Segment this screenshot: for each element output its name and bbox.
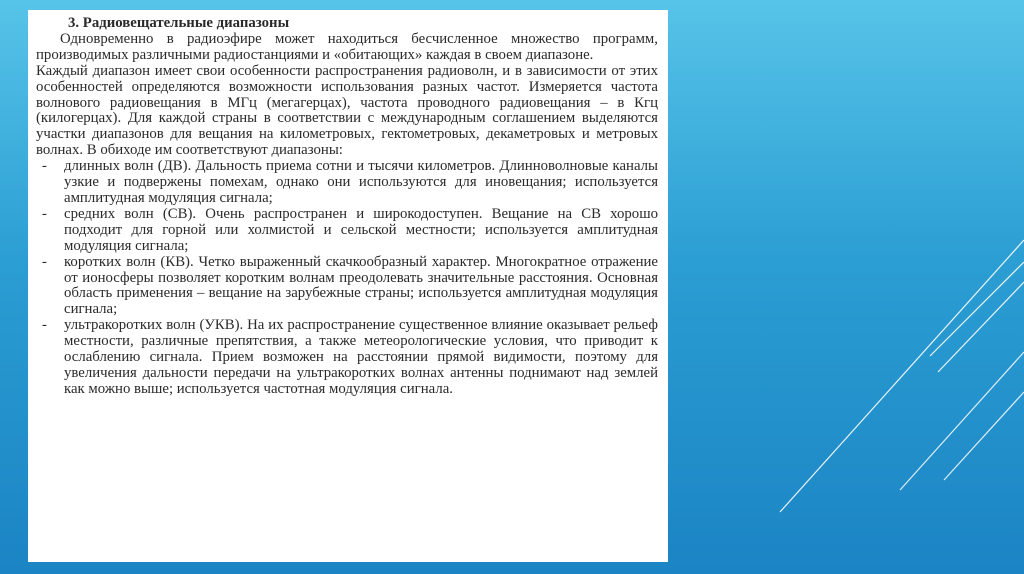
list-marker: - <box>42 317 47 334</box>
list-item-text: средних волн (СВ). Очень распространен и широкодоступен. Вещание на СВ хорошо подходит для горной или холмистой и сельской местности; используется амплитудная модуляция сигнала; <box>64 205 658 254</box>
list-marker: - <box>42 253 47 270</box>
list-item <box>36 207 658 255</box>
section-heading: 3. Радиовещательные диапазоны <box>68 15 290 31</box>
paragraph-intro: Одновременно в радиоэфире может находиться бесчисленное множество программ, производимых различными радиостанциями и «обитающих» каждая в своем диапазоне. <box>36 30 658 63</box>
decorative-line <box>930 262 1024 356</box>
list-marker: - <box>42 205 47 222</box>
document-page <box>28 10 668 562</box>
list-marker: - <box>42 158 47 175</box>
list-item <box>36 255 658 319</box>
decorative-line <box>780 240 1024 512</box>
list-item <box>36 318 658 398</box>
list-item-text: длинных волн (ДВ). Дальность приема сотни и тысячи километров. Длинноволновые каналы узкие и подвержены помехам, однако они используются для иновещания; используется амплитудная модуляция сигнала; <box>64 158 658 206</box>
list-item-text: коротких волн (КВ). Четко выраженный скачкообразный характер. Многократное отражение от ионосферы позволяет коротким волнам преодолевать значительные расстояния. Основная область применения – вещание на зарубежные страны; используется амплитудная модуляция сигнала; <box>64 253 658 318</box>
paragraph-ranges: Каждый диапазон имеет свои особенности распространения радиоволн, и в зависимости от этих особенностей определяются возможности использования разных частот. Измеряется частота волнового радиовещания в МГц (мегагерцах), частота проводного радиовещания – в Кгц (килогерцах). Для каждой страны в соответствии с международным соглашением выделяются участки диапазонов для вещания на километровых, гектометровых, декаметровых и метровых волнах. В обиходе им соответствуют диапазоны: <box>36 62 658 159</box>
decorative-line <box>900 352 1024 490</box>
list-item <box>36 159 658 207</box>
decorative-line <box>938 282 1024 372</box>
list-item-text: ультракоротких волн (УКВ). На их распространение существенное влияние оказывает рельеф местности, различные препятствия, а также метеорологические условия, что приводит к ослаблению сигнала. Прием возможен на расстоянии прямой видимости, поэтому для увеличения дальности передачи на ультракоротких волнах антенны поднимают над землей как можно выше; используется частотная модуляция сигнала. <box>64 317 658 397</box>
decorative-line <box>944 392 1024 480</box>
